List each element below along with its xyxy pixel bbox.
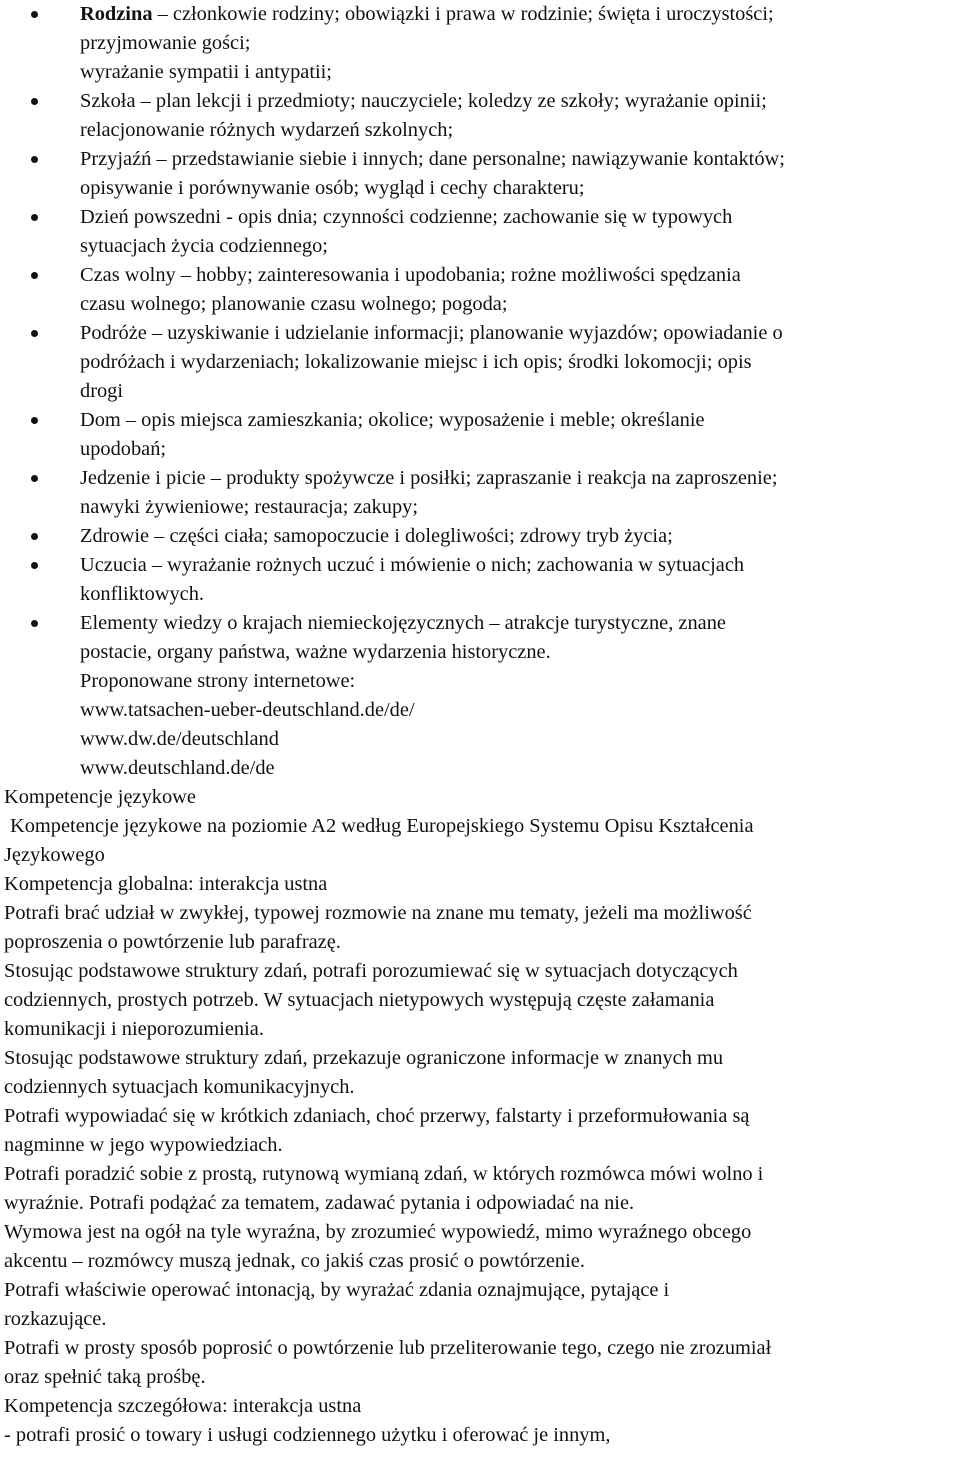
- topic-line: Dzień powszedni - opis dnia; czynności codzienne; zachowanie się w typowych: [80, 206, 733, 228]
- topic-line: sytuacjach życia codziennego;: [80, 235, 328, 257]
- topic-item: [4, 203, 960, 261]
- topic-line-rest: – członkowie rodziny; obowiązki i prawa w rodzinie; święta i uroczystości;: [152, 3, 774, 25]
- paragraph-line: Stosując podstawowe struktury zdań, przekazuje ograniczone informacje w znanych mu: [4, 1047, 724, 1069]
- topic-line: Uczucia – wyrażanie rożnych uczuć i mówienie o nich; zachowania w sytuacjach: [80, 554, 745, 576]
- paragraph-line: Kompetencje językowe na poziomie A2 według Europejskiego Systemu Opisu Kształcenia: [10, 815, 754, 837]
- topic-line: Dom – opis miejsca zamieszkania; okolice; wyposażenie i meble; określanie: [80, 409, 705, 431]
- bullet-icon: [31, 214, 38, 221]
- topic-line: Elementy wiedzy o krajach niemieckojęzycznych – atrakcje turystyczne, znane: [80, 612, 726, 634]
- topic-line: opisywanie i porównywanie osób; wygląd i cechy charakteru;: [80, 177, 585, 199]
- competence-section: [4, 783, 960, 1450]
- topic-item: [4, 0, 960, 87]
- paragraph-line: Wymowa jest na ogół na tyle wyraźna, by zrozumieć wypowiedź, mimo wyraźnego obcego: [4, 1221, 752, 1243]
- bullet-icon: [31, 562, 38, 569]
- topic-line: Zdrowie – części ciała; samopoczucie i dolegliwości; zdrowy tryb życia;: [80, 525, 673, 547]
- section-heading: Kompetencja szczegółowa: interakcja ustna: [4, 1395, 362, 1417]
- websites-heading: Proponowane strony internetowe:: [80, 670, 356, 692]
- bullet-icon: [31, 533, 38, 540]
- paragraph-line: Potrafi poradzić sobie z prostą, rutynową wymianą zdań, w których rozmówca mówi wolno i: [4, 1163, 764, 1185]
- topic-line: konfliktowych.: [80, 583, 205, 605]
- topic-item: [4, 522, 960, 551]
- topic-line: Szkoła – plan lekcji i przedmioty; nauczyciele; koledzy ze szkoły; wyrażanie opinii;: [80, 90, 767, 112]
- topic-line: czasu wolnego; planowanie czasu wolnego; pogoda;: [80, 293, 508, 315]
- paragraph-line: akcentu – rozmówcy muszą jednak, co jakiś czas prosić o powtórzenie.: [4, 1250, 585, 1272]
- bullet-icon: [31, 475, 38, 482]
- topic-line: podróżach i wydarzeniach; lokalizowanie miejsc i ich opis; środki lokomocji; opis: [80, 351, 752, 373]
- bullet-icon: [31, 330, 38, 337]
- website-link[interactable]: www.deutschland.de/de: [80, 757, 275, 779]
- bullet-icon: [31, 417, 38, 424]
- bullet-icon: [31, 272, 38, 279]
- bullet-icon: [31, 11, 38, 18]
- topic-item: [4, 87, 960, 145]
- topic-item: [4, 261, 960, 319]
- topic-line: Jedzenie i picie – produkty spożywcze i posiłki; zapraszanie i reakcja na zaproszenie;: [80, 467, 778, 489]
- topic-line: wyrażanie sympatii i antypatii;: [80, 61, 332, 83]
- paragraph-line: rozkazujące.: [4, 1308, 107, 1330]
- bullet-icon: [31, 156, 38, 163]
- website-link[interactable]: www.tatsachen-ueber-deutschland.de/de/: [80, 699, 415, 721]
- paragraph-line: Potrafi w prosty sposób poprosić o powtórzenie lub przeliterowanie tego, czego nie zrozumiał: [4, 1337, 772, 1359]
- paragraph-line: oraz spełnić taką prośbę.: [4, 1366, 206, 1388]
- topic-item: [4, 551, 960, 609]
- paragraph-line: wyraźnie. Potrafi podążać za tematem, zadawać pytania i odpowiadać na nie.: [4, 1192, 635, 1214]
- websites-block: [4, 667, 960, 783]
- paragraph-line: Potrafi właściwie operować intonacją, by wyrażać zdania oznajmujące, pytające i: [4, 1279, 670, 1301]
- paragraph-line: nagminne w jego wypowiedziach.: [4, 1134, 283, 1156]
- topic-line: [80, 0, 956, 29]
- topic-item: [4, 609, 960, 667]
- topic-line: relacjonowanie różnych wydarzeń szkolnych;: [80, 119, 454, 141]
- paragraph-line: Potrafi wypowiadać się w krótkich zdaniach, choć przerwy, falstarty i przeformułowania są: [4, 1105, 750, 1127]
- bullet-icon: [31, 620, 38, 627]
- topic-item: [4, 145, 960, 203]
- paragraph-line: Stosując podstawowe struktury zdań, potrafi porozumiewać się w sytuacjach dotyczących: [4, 960, 738, 982]
- topic-title: Rodzina: [80, 3, 153, 25]
- topic-line: Podróże – uzyskiwanie i udzielanie informacji; planowanie wyjazdów; opowiadanie o: [80, 322, 783, 344]
- topic-item: [4, 319, 960, 406]
- paragraph-line: Potrafi brać udział w zwykłej, typowej rozmowie na znane mu tematy, jeżeli ma możliwość: [4, 902, 752, 924]
- topic-line: przyjmowanie gości;: [80, 32, 251, 54]
- section-heading: Kompetencje językowe: [4, 786, 196, 808]
- paragraph-line: - potrafi prosić o towary i usługi codziennego użytku i oferować je innym,: [4, 1424, 611, 1446]
- topic-line: postacie, organy państwa, ważne wydarzenia historyczne.: [80, 641, 551, 663]
- website-link[interactable]: www.dw.de/deutschland: [80, 728, 279, 750]
- topic-line: nawyki żywieniowe; restauracja; zakupy;: [80, 496, 419, 518]
- paragraph-line: codziennych sytuacjach komunikacyjnych.: [4, 1076, 355, 1098]
- paragraph-line: komunikacji i nieporozumienia.: [4, 1018, 264, 1040]
- paragraph-line: Językowego: [4, 844, 105, 866]
- bullet-icon: [31, 98, 38, 105]
- topic-line: Czas wolny – hobby; zainteresowania i upodobania; rożne możliwości spędzania: [80, 264, 741, 286]
- topics-list: [4, 0, 960, 667]
- topic-line: Przyjaźń – przedstawianie siebie i innych; dane personalne; nawiązywanie kontaktów;: [80, 148, 785, 170]
- paragraph-line: poproszenia o powtórzenie lub parafrazę.: [4, 931, 341, 953]
- topic-line: upodobań;: [80, 438, 167, 460]
- section-heading: Kompetencja globalna: interakcja ustna: [4, 873, 328, 895]
- topic-line: drogi: [80, 380, 124, 402]
- topic-item: [4, 464, 960, 522]
- paragraph-line: codziennych, prostych potrzeb. W sytuacjach nietypowych występują częste załamania: [4, 989, 715, 1011]
- topic-item: [4, 406, 960, 464]
